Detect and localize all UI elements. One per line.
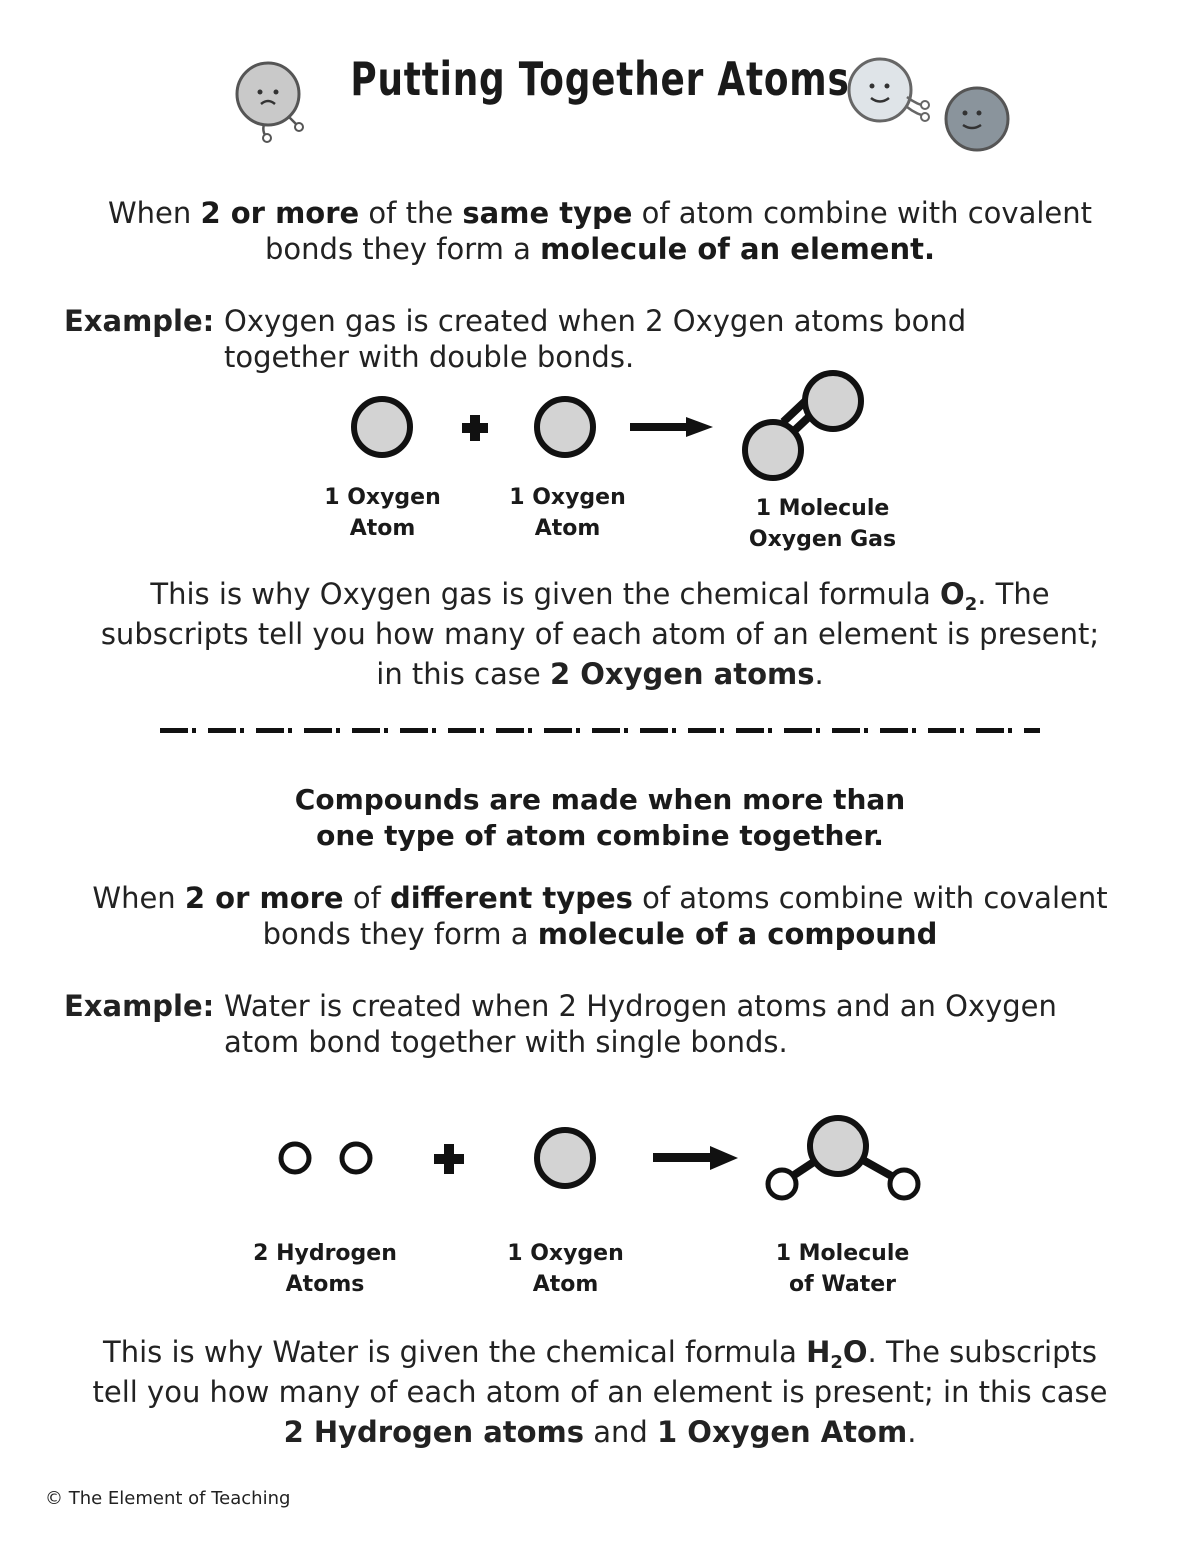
oxygen-molecule-icon — [745, 373, 861, 478]
element-molecule-definition: When 2 or more of the same type of atom combine with covalent bonds they form a molecule of an element. — [107, 196, 1093, 266]
compounds-heading: Compounds are made when more than one type of atom combine together. — [294, 783, 906, 852]
oxygen-atom-caption: 1 Oxygen Atom — [509, 485, 626, 541]
plus-icon — [462, 415, 488, 441]
hydrogen-atoms-caption: 2 Hydrogen Atoms — [253, 1241, 397, 1297]
plus-icon — [434, 1144, 464, 1174]
arrow-icon — [630, 417, 713, 437]
compound-molecule-definition: When 2 or more of different types of atoms combine with covalent bonds they form a molecule of a compound — [92, 881, 1108, 951]
example-label: Example: — [64, 304, 215, 338]
oxygen-formula-explanation: This is why Oxygen gas is given the chemical formula $O_2$. The subscripts tell you how many of each atom of an element is present; in this case 2 Oxygen atoms. — [100, 577, 1100, 691]
oxygen-molecule-caption: 1 Molecule Oxygen Gas — [748, 496, 897, 552]
water-bond-diagram — [270, 1108, 940, 1208]
water-molecule-caption: 1 Molecule of Water — [775, 1241, 910, 1297]
hydrogen-atom-icon — [342, 1144, 370, 1172]
oxygen-atom-icon — [537, 399, 593, 455]
water-molecule-icon — [768, 1118, 918, 1198]
hydrogen-atom-icon — [281, 1144, 309, 1172]
section-divider — [160, 724, 1040, 738]
oxygen-atom-icon — [537, 1130, 593, 1186]
page-title: Putting Together Atoms — [350, 52, 850, 106]
oxygen-bond-diagram — [340, 365, 880, 490]
water-formula-explanation: This is why Water is given the chemical formula $H_2O$. The subscripts tell you how many of each atom of an element is present; in this case 2 Hydrogen atoms and 1 Oxygen Atom. — [92, 1335, 1108, 1449]
oxygen-atom-icon — [354, 399, 410, 455]
oxygen-atom-caption: 1 Oxygen Atom — [324, 485, 441, 541]
arrow-icon — [653, 1146, 738, 1170]
water-example: Example: Water is created when 2 Hydrogen atoms and an Oxygen atom bond together with single bonds. — [64, 989, 1057, 1059]
example-label: Example: — [64, 989, 215, 1023]
copyright-notice: © The Element of Teaching — [45, 1488, 291, 1509]
oxygen-example: Example: Oxygen gas is created when 2 Oxygen atoms bond together with double bonds. — [64, 304, 967, 374]
oxygen-atom-caption: 1 Oxygen Atom — [507, 1241, 624, 1297]
